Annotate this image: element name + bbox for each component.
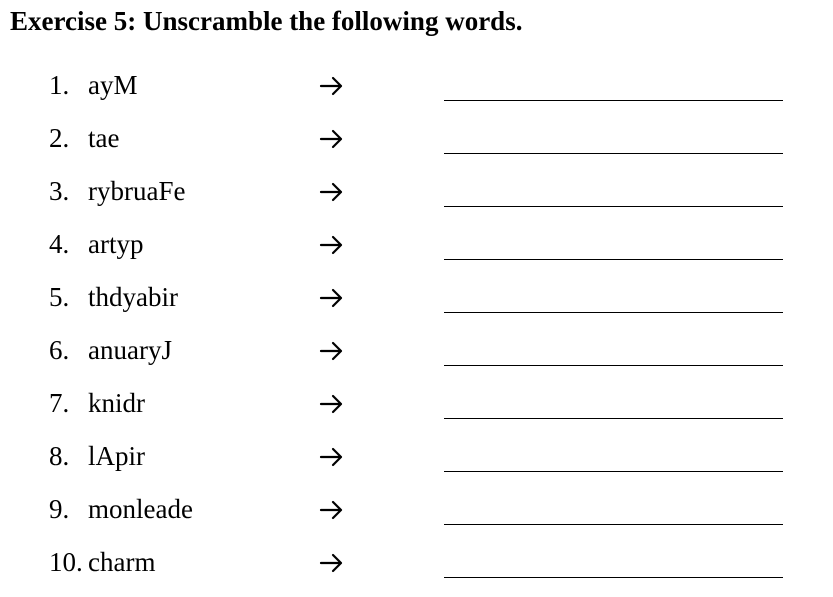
- item-number: 3.: [49, 176, 70, 206]
- answer-blank[interactable]: [444, 577, 783, 578]
- right-arrow-icon: [319, 393, 345, 415]
- item-number: 2.: [49, 123, 70, 153]
- list-item: [0, 491, 833, 544]
- scrambled-word: charm: [88, 547, 156, 577]
- right-arrow-icon: [319, 128, 345, 150]
- item-number: 7.: [49, 388, 70, 418]
- item-number: 9.: [49, 494, 70, 524]
- right-arrow-icon: [319, 499, 345, 521]
- right-arrow-icon: [319, 552, 345, 574]
- answer-blank[interactable]: [444, 418, 783, 419]
- answer-blank[interactable]: [444, 153, 783, 154]
- right-arrow-icon: [319, 75, 345, 97]
- exercise-title: Exercise 5: Unscramble the following words.: [10, 6, 523, 36]
- word-list: [0, 67, 833, 597]
- scrambled-word: artyp: [88, 229, 144, 259]
- scrambled-word: tae: [88, 123, 120, 153]
- scrambled-word: anuaryJ: [88, 335, 172, 365]
- list-item: [0, 438, 833, 491]
- answer-blank[interactable]: [444, 524, 783, 525]
- right-arrow-icon: [319, 340, 345, 362]
- item-number: 1.: [49, 70, 70, 100]
- answer-blank[interactable]: [444, 471, 783, 472]
- list-item: [0, 385, 833, 438]
- right-arrow-icon: [319, 287, 345, 309]
- right-arrow-icon: [319, 234, 345, 256]
- scrambled-word: thdyabir: [88, 282, 178, 312]
- item-number: 8.: [49, 441, 70, 471]
- item-number: 4.: [49, 229, 70, 259]
- item-number: 6.: [49, 335, 70, 365]
- list-item: [0, 332, 833, 385]
- answer-blank[interactable]: [444, 206, 783, 207]
- list-item: [0, 67, 833, 120]
- list-item: [0, 173, 833, 226]
- scrambled-word: rybruaFe: [88, 176, 186, 206]
- scrambled-word: monleade: [88, 494, 193, 524]
- list-item: [0, 544, 833, 597]
- answer-blank[interactable]: [444, 365, 783, 366]
- right-arrow-icon: [319, 446, 345, 468]
- scrambled-word: ayM: [88, 70, 138, 100]
- scrambled-word: knidr: [88, 388, 145, 418]
- list-item: [0, 279, 833, 332]
- scrambled-word: lApir: [88, 441, 145, 471]
- answer-blank[interactable]: [444, 259, 783, 260]
- answer-blank[interactable]: [444, 100, 783, 101]
- item-number: 10.: [49, 547, 83, 577]
- item-number: 5.: [49, 282, 70, 312]
- answer-blank[interactable]: [444, 312, 783, 313]
- right-arrow-icon: [319, 181, 345, 203]
- list-item: [0, 120, 833, 173]
- list-item: [0, 226, 833, 279]
